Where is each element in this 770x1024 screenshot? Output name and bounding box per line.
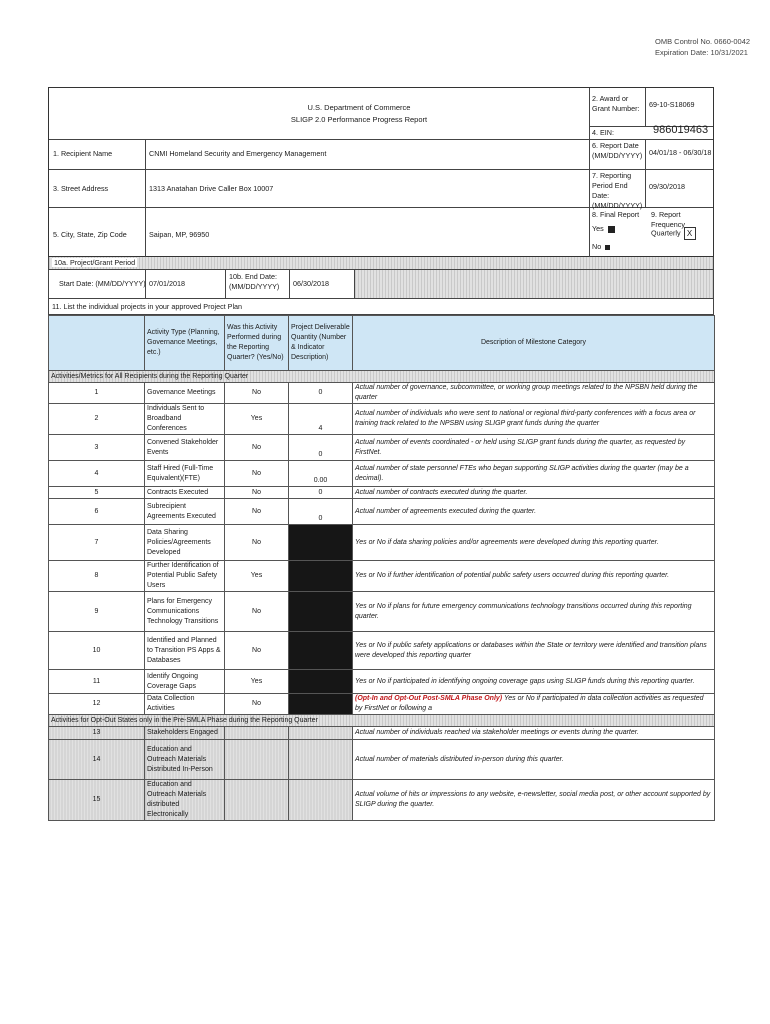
- final-report-yes[interactable]: Yes: [592, 224, 615, 234]
- report-date-label: 6. Report Date (MM/DD/YYYY): [592, 141, 643, 160]
- milestone-description: Actual volume of hits or impressions to any website, e-newsletter, social media post, or other account supported by SLIGP during the quarter.: [353, 780, 715, 821]
- ein-value: 986019463: [653, 124, 709, 136]
- activity-type: Education and Outreach Materials distributed Electronically: [145, 780, 225, 821]
- quantity-value: 0: [289, 499, 353, 525]
- milestone-description: [353, 383, 715, 404]
- activity-type: Education and Outreach Materials Distributed In-Person: [145, 740, 225, 780]
- quantity-value: [289, 727, 353, 740]
- final-report-no[interactable]: No: [592, 242, 610, 252]
- row-number: 6: [49, 499, 145, 525]
- report-header-box: [48, 87, 714, 257]
- activity-type: Individuals Sent to Broadband Conferences: [145, 404, 225, 435]
- description-text: Actual number of agreements executed during the quarter.: [355, 507, 537, 515]
- city-value: Saipan, MP, 96950: [149, 230, 210, 239]
- row-number: 13: [49, 727, 145, 740]
- table-row: [49, 694, 715, 715]
- milestone-description: [353, 525, 715, 561]
- projects-label-row: 11. List the individual projects in your approved Project Plan: [48, 299, 714, 315]
- frequency-label: 9. Report Frequency: [651, 210, 685, 229]
- checkbox-no-icon: [605, 245, 610, 250]
- milestone-description: [353, 561, 715, 592]
- performed-value: No: [225, 694, 289, 715]
- table-row: [49, 780, 715, 821]
- milestone-description: [353, 694, 715, 715]
- row-number: 9: [49, 592, 145, 632]
- performed-value: [225, 727, 289, 740]
- activities-table: [48, 315, 715, 821]
- quantity-value: [289, 740, 353, 780]
- omb-control-number: OMB Control No. 0660-0042: [655, 37, 751, 46]
- omb-control-info: [655, 36, 750, 58]
- performed-value: No: [225, 383, 289, 404]
- performed-value: No: [225, 499, 289, 525]
- activity-type: Stakeholders Engaged: [145, 727, 225, 740]
- performed-value: Yes: [225, 404, 289, 435]
- row-number: 15: [49, 780, 145, 821]
- table-row: [49, 632, 715, 670]
- row-number: 11: [49, 670, 145, 694]
- activity-type: Subrecipient Agreements Executed: [145, 499, 225, 525]
- project-period-section: 10a. Project/Grant Period: [48, 257, 714, 270]
- header-quantity: Project Deliverable Quantity (Number & Indicator Description): [289, 316, 353, 371]
- frequency-value: Quarterly X: [651, 227, 696, 240]
- row-number: 5: [49, 487, 145, 499]
- milestone-description: [353, 592, 715, 632]
- milestone-description: [353, 404, 715, 435]
- row-number: 8: [49, 561, 145, 592]
- start-date-label: Start Date: (MM/DD/YYYY): [59, 279, 146, 288]
- milestone-description: [353, 632, 715, 670]
- description-text: Actual number of state personnel FTEs who began supporting SLIGP activities during the quarter (may be a decimal).: [355, 464, 689, 482]
- header-performed: Was this Activity Performed during the Reporting Quarter? (Yes/No): [225, 316, 289, 371]
- activity-type: Data Collection Activities: [145, 694, 225, 715]
- row-number: 10: [49, 632, 145, 670]
- milestone-description: [353, 670, 715, 694]
- milestone-description: Actual number of materials distributed in-person during this quarter.: [353, 740, 715, 780]
- quantity-value: [289, 780, 353, 821]
- description-text: Actual number of individuals who were sent to national or regional third-party conferences with a focus area or training track related to the NPSBN using SLIGP grant funds during the quarter: [355, 410, 696, 427]
- table-row: [49, 561, 715, 592]
- omb-expiration-date: Expiration Date: 10/31/2021: [655, 48, 748, 57]
- award-value: 69-10-S18069: [649, 100, 695, 109]
- quantity-value: 0: [289, 487, 353, 499]
- row-number: 3: [49, 435, 145, 461]
- recipient-label: 1. Recipient Name: [53, 149, 113, 158]
- description-text: Actual number of events coordinated - or held using SLIGP grant funds during the quarter, as requested by FirstNet.: [355, 438, 686, 456]
- period-end-value: 09/30/2018: [649, 182, 685, 191]
- table-header-row: [49, 316, 715, 371]
- activity-type: Contracts Executed: [145, 487, 225, 499]
- final-report-label: 8. Final Report: [592, 210, 640, 219]
- description-text: Yes or No if plans for future emergency communications technology transitions occurred during this reporting quarter.: [355, 602, 692, 620]
- performed-value: No: [225, 632, 289, 670]
- milestone-description: [353, 499, 715, 525]
- description-text: Yes or No if participated in identifying ongoing coverage gaps using SLIGP funds during this reporting quarter.: [355, 677, 695, 685]
- award-label: 2. Award or Grant Number:: [592, 94, 640, 113]
- performed-value: [225, 740, 289, 780]
- quantity-value: [289, 632, 353, 670]
- ein-label: 4. EIN:: [592, 128, 614, 137]
- report-title: U.S. Department of Commerce SLIGP 2.0 Performance Progress Report: [290, 103, 428, 124]
- city-label: 5. City, State, Zip Code: [53, 230, 127, 239]
- table-row: [49, 404, 715, 435]
- activity-type: Staff Hired (Full-Time Equivalent)(FTE): [145, 461, 225, 487]
- row-number: 2: [49, 404, 145, 435]
- milestone-description: [353, 461, 715, 487]
- header-description: Description of Milestone Category: [353, 316, 715, 371]
- description-text: Yes or No if public safety applications or databases within the State or territory were identified and transition plans were developed this reporting quarter: [355, 641, 707, 659]
- description-text: Yes or No if further identification of potential public safety users occurred during this reporting quarter.: [355, 572, 670, 579]
- activity-type: Further Identification of Potential Public Safety Users: [145, 561, 225, 592]
- description-text: Yes or No if data sharing policies and/or agreements were developed during this reporting quarter.: [355, 538, 659, 546]
- table-row: [49, 525, 715, 561]
- row-number: 7: [49, 525, 145, 561]
- table-row: [49, 383, 715, 404]
- end-date-value: 06/30/2018: [293, 279, 329, 288]
- table-row: [49, 487, 715, 499]
- activity-type: Identify Ongoing Coverage Gaps: [145, 670, 225, 694]
- row-number: 1: [49, 383, 145, 404]
- performed-value: No: [225, 592, 289, 632]
- milestone-description: [353, 487, 715, 499]
- activity-type: Identified and Planned to Transition PS Apps & Databases: [145, 632, 225, 670]
- quantity-value: 4: [289, 404, 353, 435]
- section-all-recipients: Activities/Metrics for All Recipients during the Reporting Quarter: [49, 371, 715, 383]
- table-row: [49, 740, 715, 780]
- recipient-value: CNMI Homeland Security and Emergency Management: [149, 149, 327, 158]
- row-number: 14: [49, 740, 145, 780]
- activity-type: Plans for Emergency Communications Technology Transitions: [145, 592, 225, 632]
- performed-value: Yes: [225, 670, 289, 694]
- table-row: [49, 592, 715, 632]
- table-row: [49, 435, 715, 461]
- quantity-value: 0: [289, 435, 353, 461]
- header-activity-type: Activity Type (Planning, Governance Meetings, etc.): [145, 316, 225, 371]
- quantity-value: [289, 694, 353, 715]
- activity-type: Convened Stakeholder Events: [145, 435, 225, 461]
- performed-value: No: [225, 525, 289, 561]
- street-value: 1313 Anatahan Drive Caller Box 10007: [149, 184, 274, 193]
- performed-value: Yes: [225, 561, 289, 592]
- table-row: [49, 727, 715, 740]
- report-date-value: 04/01/18 - 06/30/18: [649, 148, 712, 157]
- description-text: Actual number of governance, subcommittee, or working group meetings related to the NPSBN held during the quarter: [355, 384, 698, 401]
- performed-value: No: [225, 487, 289, 499]
- milestone-description: Actual number of individuals reached via stakeholder meetings or events during the quarter.: [353, 727, 715, 740]
- checkbox-yes-icon: [608, 226, 615, 233]
- description-text: Yes or No if participated in data collection activities as requested by FirstNet or following a: [355, 695, 704, 712]
- quantity-value: 0.00: [289, 461, 353, 487]
- quantity-value: [289, 592, 353, 632]
- opt-in-note: (Opt-In and Opt-Out Post-SMLA Phase Only): [355, 695, 503, 702]
- row-number: 12: [49, 694, 145, 715]
- activity-type: Data Sharing Policies/Agreements Developed: [145, 525, 225, 561]
- table-row: [49, 670, 715, 694]
- row-number: 4: [49, 461, 145, 487]
- project-period-row: [48, 270, 714, 299]
- table-row: [49, 499, 715, 525]
- section-opt-out: Activities for Opt-Out States only in the Pre-SMLA Phase during the Reporting Quarter: [49, 715, 715, 727]
- milestone-description: [353, 435, 715, 461]
- quantity-value: [289, 561, 353, 592]
- activity-type: Governance Meetings: [145, 383, 225, 404]
- description-text: Actual number of contracts executed during the quarter.: [355, 488, 528, 496]
- quantity-value: [289, 525, 353, 561]
- end-date-label: 10b. End Date: (MM/DD/YYYY): [229, 272, 280, 291]
- period-end-label: 7. Reporting Period End Date: (MM/DD/YYYY): [592, 171, 643, 210]
- street-label: 3. Street Address: [53, 184, 109, 193]
- start-date-value: 07/01/2018: [149, 279, 185, 288]
- performed-value: No: [225, 435, 289, 461]
- table-row: [49, 461, 715, 487]
- performed-value: [225, 780, 289, 821]
- quantity-value: 0: [289, 383, 353, 404]
- quantity-value: [289, 670, 353, 694]
- frequency-mark[interactable]: X: [684, 227, 696, 240]
- performed-value: No: [225, 461, 289, 487]
